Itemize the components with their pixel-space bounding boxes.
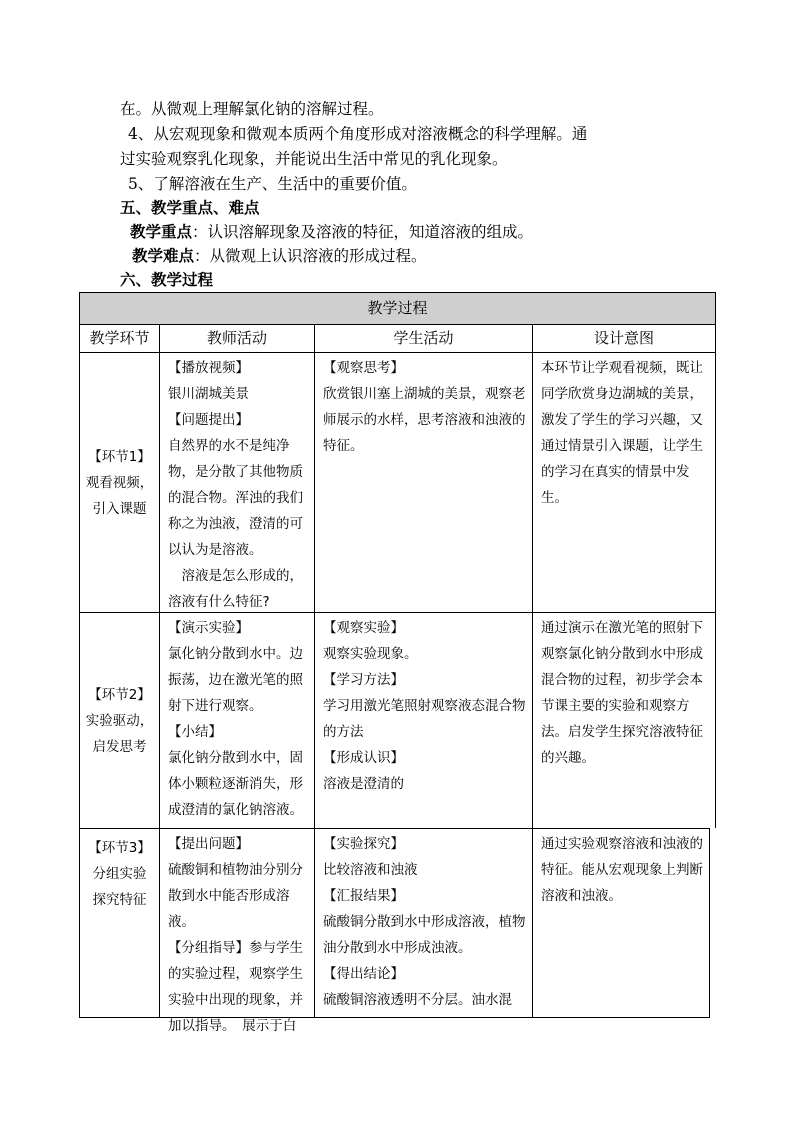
row-3-stage-tag: 【环节3】 xyxy=(88,840,151,856)
row-1-stage-line-2: 引入课题 xyxy=(92,500,147,517)
row-2-stage-line-1: 实验驱动， xyxy=(85,712,154,729)
row-3-teacher-p3: 【分组指导】参与学生的实验过程，观察学生实验中出现的现象，并加以指导。 展示于白 xyxy=(168,940,303,1034)
row-1-intent xyxy=(532,352,716,612)
intro-line-2: 4、从宏观现象和微观本质两个角度形成对溶液概念的科学理解。通 xyxy=(128,125,588,143)
intro-line-1: 在。从微观上理解氯化钠的溶解过程。 xyxy=(120,100,384,118)
row-3-teacher-p1: 【提出问题】 xyxy=(168,836,249,852)
row-3-student-p4: 硫酸铜分散到水中形成溶液，植物油分散到水中形成浊液。 xyxy=(323,914,526,956)
difficulty-text: ：从微观上认识溶液的形成过程。 xyxy=(194,247,427,265)
row-2-teacher xyxy=(159,612,314,828)
row-1-student-p1: 【观察思考】 xyxy=(323,360,404,376)
row-3-student-p1: 【实验探究】 xyxy=(323,836,404,852)
row-1-teacher-p3: 【问题提出】 xyxy=(168,412,249,428)
row-3-student-p3: 【汇报结果】 xyxy=(323,888,404,904)
row-2-student-p2: 观察实验现象。 xyxy=(323,646,418,662)
intro-line-4: 5、了解溶液在生产、生活中的重要价值。 xyxy=(128,175,417,193)
row-1-intent-p1: 本环节让学观看视频，既让同学欣赏身边湖城的美景，激发了学生的学习兴趣，又通过情景引入课题，让学生的学习在真实的情景中发生。 xyxy=(541,360,703,506)
row-3-stage-line-2: 探究特征 xyxy=(92,892,147,908)
row-1-stage xyxy=(79,352,159,612)
key-point-text: ：认识溶解现象及溶液的特征，知道溶液的组成。 xyxy=(192,223,534,241)
row-1-stage-line-1: 观看视频， xyxy=(85,474,154,491)
table-title: 教学过程 xyxy=(79,292,716,324)
intro-line-3: 过实验观察乳化现象，并能说出生活中常见的乳化现象。 xyxy=(120,150,508,168)
row-3-student-p2: 比较溶液和浊液 xyxy=(323,862,418,878)
row-3-intent xyxy=(532,828,710,1018)
row-2-stage-tag: 【环节2】 xyxy=(88,686,151,703)
row-3-student xyxy=(314,828,532,1018)
row-3-intent-p1: 通过实验观察溶液和浊液的特征。能从宏观现象上判断溶液和浊液。 xyxy=(541,836,703,904)
row-2-intent xyxy=(532,612,716,828)
row-1-student-p2: 欣赏银川塞上湖城的美景，观察老师展示的水样，思考溶液和浊液的特征。 xyxy=(323,386,526,454)
row-1-student xyxy=(314,352,532,612)
row-3-teacher-p2: 硫酸铜和植物油分别分散到水中能否形成溶液。 xyxy=(168,862,303,930)
row-1-teacher-p1: 【播放视频】 xyxy=(168,360,249,376)
key-point-line xyxy=(130,220,533,244)
row-1-stage-tag: 【环节1】 xyxy=(88,448,151,465)
row-3-teacher xyxy=(159,828,314,1034)
section-5-title: 五、教学重点、难点 xyxy=(120,198,260,217)
row-2-student xyxy=(314,612,532,828)
row-1-teacher-p2: 银川湖城美景 xyxy=(168,386,249,402)
row-3-student-p5: 【得出结论】 xyxy=(323,966,404,982)
row-2-teacher-p4: 氯化钠分散到水中，固体小颗粒逐渐消失，形成澄清的氯化钠溶液。 xyxy=(168,750,303,818)
row-1-teacher xyxy=(159,352,314,612)
difficulty-label: 教学难点 xyxy=(132,246,195,265)
header-teacher: 教师活动 xyxy=(159,324,314,352)
difficulty-line xyxy=(132,244,427,268)
row-2-stage xyxy=(79,612,159,828)
section-6-title: 六、教学过程 xyxy=(120,270,214,289)
row-2-student-p6: 溶液是澄清的 xyxy=(323,776,404,792)
row-3-stage-line-1: 分组实验 xyxy=(92,866,147,882)
row-2-stage-line-2: 启发思考 xyxy=(92,738,147,755)
row-2-teacher-p3: 【小结】 xyxy=(168,724,222,740)
row-2-student-p5: 【形成认识】 xyxy=(323,750,404,766)
row-2-teacher-p1: 【演示实验】 xyxy=(168,620,249,636)
key-point-label: 教学重点 xyxy=(130,222,193,241)
row-3-student-p6: 硫酸铜溶液透明不分层。油水混 xyxy=(323,992,512,1008)
row-2-teacher-p2: 氯化钠分散到水中。边振荡，边在激光笔的照射下进行观察。 xyxy=(168,646,303,714)
header-student: 学生活动 xyxy=(314,324,532,352)
row-2-student-p4: 学习用激光笔照射观察液态混合物的方法 xyxy=(323,698,526,740)
row-3-stage xyxy=(79,828,159,1018)
header-stage: 教学环节 xyxy=(79,324,159,352)
row-1-teacher-p4: 自然界的水不是纯净物，是分散了其他物质的混合物。浑浊的我们称之为浊液，澄清的可以认为是溶液。 xyxy=(168,438,303,558)
header-intent: 设计意图 xyxy=(532,324,716,352)
row-2-student-p3: 【学习方法】 xyxy=(323,672,404,688)
row-2-student-p1: 【观察实验】 xyxy=(323,620,404,636)
row-1-teacher-p5: 溶液是怎么形成的，溶液有什么特征? xyxy=(168,568,303,610)
row-2-intent-p1: 通过演示在激光笔的照射下观察氯化钠分散到水中形成混合物的过程，初步学会本节课主要的实验和观察方法。启发学生探究溶液特征的兴趣。 xyxy=(541,620,703,766)
